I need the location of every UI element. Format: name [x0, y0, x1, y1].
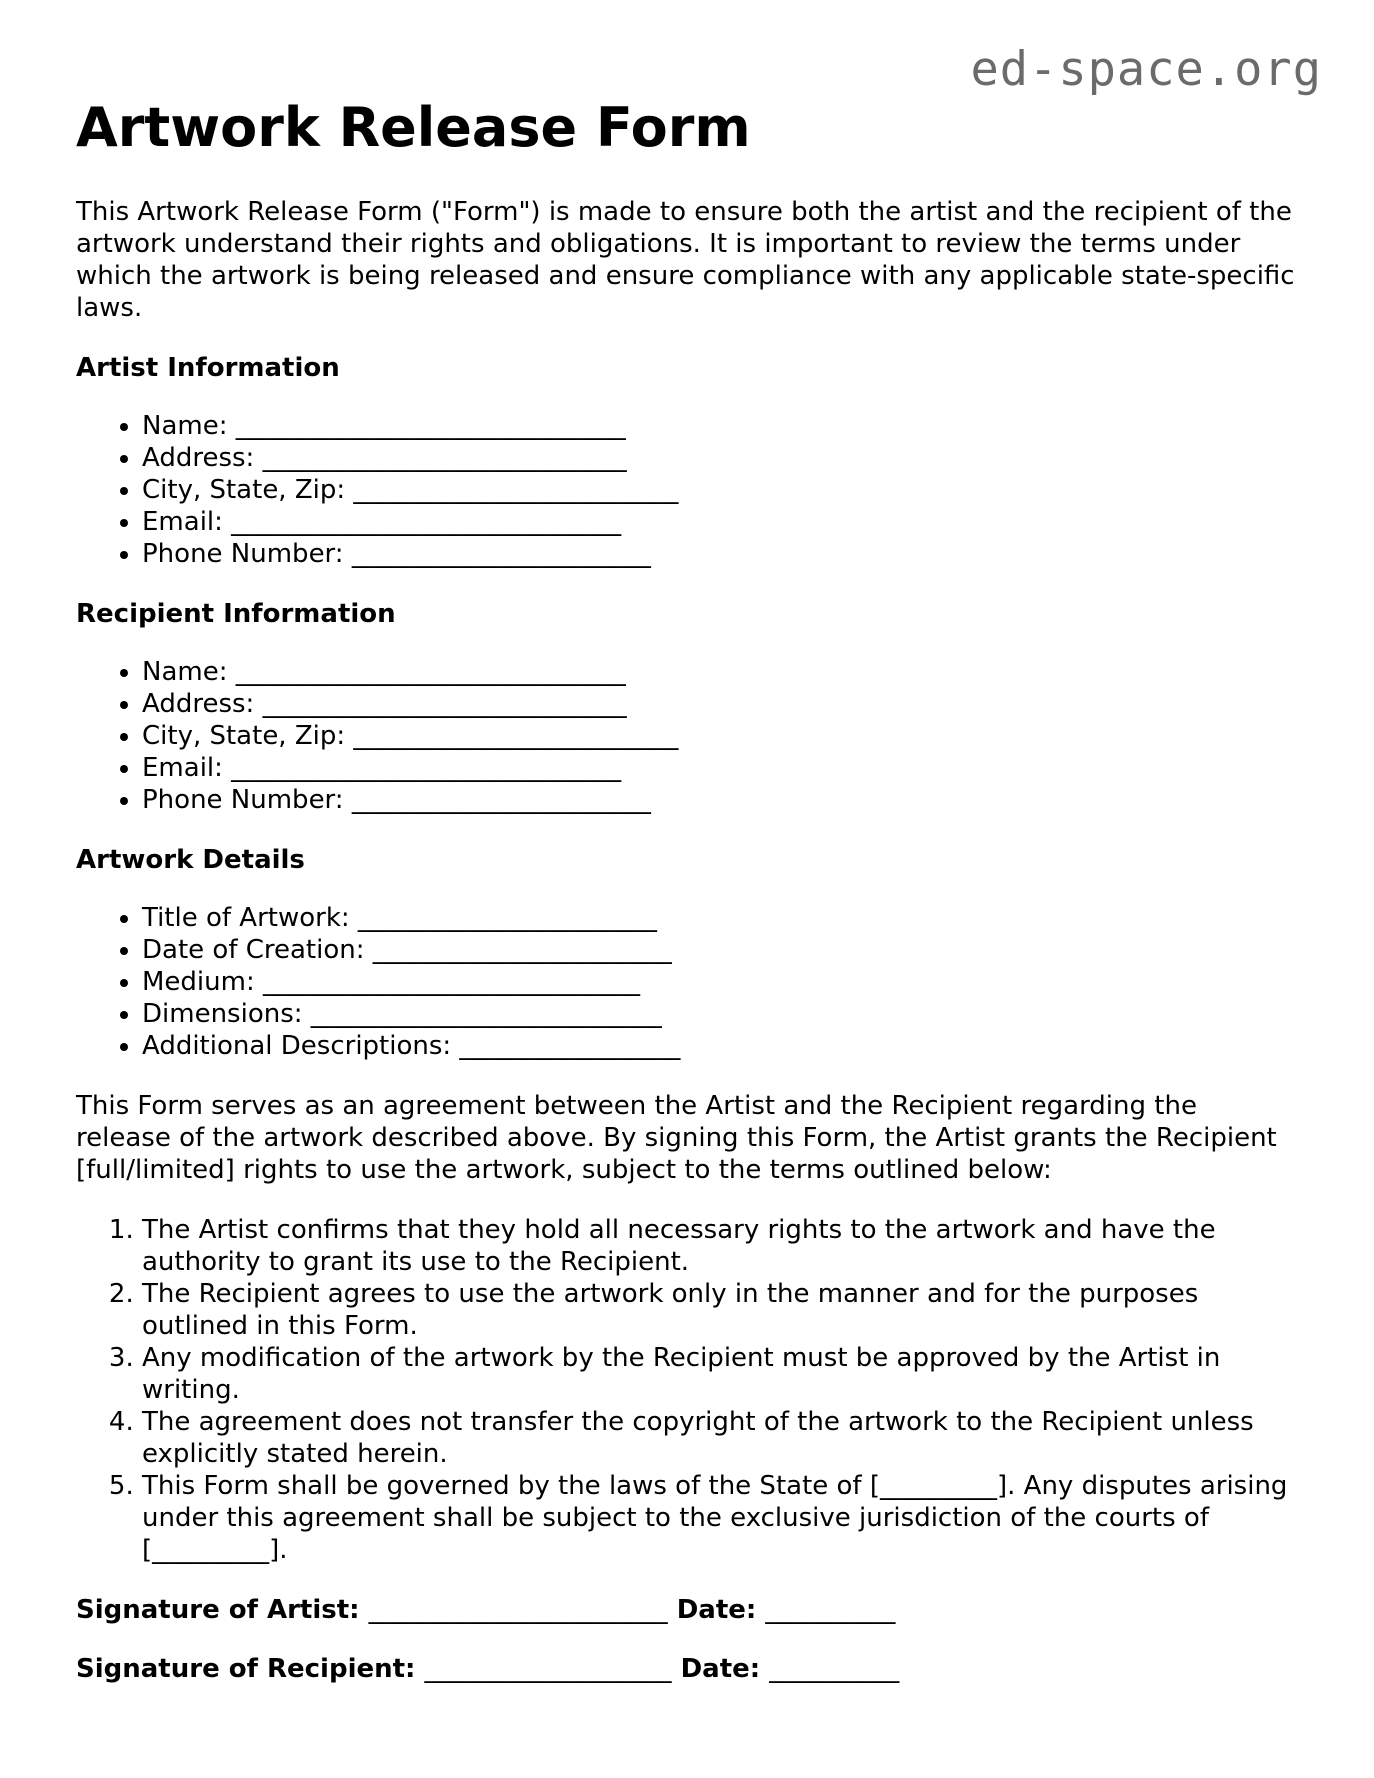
- document-page: [76, 96, 1298, 1712]
- artwork-dimensions-field[interactable]: • Dimensions: ___________________________: [142, 998, 1298, 1030]
- intro-paragraph: This Artwork Release Form ("Form") is made to ensure both the artist and the recipient of the artwork understand their rights and obligations. It is important to review the terms under which the artwork is being released and ensure compliance with any applicable state-specific laws.: [76, 197, 1295, 323]
- term-item: 2. The Recipient agrees to use the artwork only in the manner and for the purposes outlined in this Form.: [142, 1278, 1298, 1342]
- recipient-phone-field[interactable]: • Phone Number: _______________________: [142, 784, 1298, 816]
- recipient-signature-line: [76, 1653, 1298, 1685]
- artwork-details-heading: Artwork Details: [76, 845, 305, 875]
- terms-list: [76, 1214, 1298, 1566]
- recipient-city-state-zip-field[interactable]: • City, State, Zip: _________________________: [142, 720, 1298, 752]
- artist-info-list: [76, 410, 1298, 570]
- artist-signature-label: Signature of Artist:: [76, 1595, 360, 1625]
- recipient-signature-blank[interactable]: ___________________: [424, 1654, 672, 1684]
- artist-signature-blank[interactable]: _______________________: [368, 1595, 668, 1625]
- recipient-info-heading: Recipient Information: [76, 599, 396, 629]
- term-item[interactable]: 5. This Form shall be governed by the laws of the State of [_________]. Any disputes arising under this agreement shall be subject to the exclusive jurisdiction of the courts of [_________].: [142, 1470, 1298, 1566]
- artist-name-field[interactable]: • Name: ______________________________: [142, 410, 1298, 442]
- watermark: ed-space.org: [970, 42, 1322, 97]
- artist-info-heading: Artist Information: [76, 353, 340, 383]
- artist-date-blank[interactable]: __________: [765, 1595, 896, 1625]
- recipient-date-blank[interactable]: __________: [769, 1654, 900, 1684]
- recipient-date-label: Date:: [680, 1654, 761, 1684]
- term-item: 4. The agreement does not transfer the copyright of the artwork to the Recipient unless explicitly stated herein.: [142, 1406, 1298, 1470]
- artist-city-state-zip-field[interactable]: • City, State, Zip: _________________________: [142, 474, 1298, 506]
- artist-email-field[interactable]: • Email: ______________________________: [142, 506, 1298, 538]
- artwork-descriptions-field[interactable]: • Additional Descriptions: _________________: [142, 1030, 1298, 1062]
- artwork-title-field[interactable]: • Title of Artwork: _______________________: [142, 902, 1298, 934]
- artwork-details-list: [76, 902, 1298, 1062]
- term-item: 1. The Artist confirms that they hold all necessary rights to the artwork and have the authority to grant its use to the Recipient.: [142, 1214, 1298, 1278]
- artwork-date-field[interactable]: • Date of Creation: _______________________: [142, 934, 1298, 966]
- recipient-name-field[interactable]: • Name: ______________________________: [142, 656, 1298, 688]
- artist-date-label: Date:: [676, 1595, 757, 1625]
- recipient-address-field[interactable]: • Address: ____________________________: [142, 688, 1298, 720]
- page-title: Artwork Release Form: [76, 96, 751, 159]
- artist-address-field[interactable]: • Address: ____________________________: [142, 442, 1298, 474]
- agreement-paragraph: This Form serves as an agreement between the Artist and the Recipient regarding the release of the artwork described above. By signing this Form, the Artist grants the Recipient [full/limited] rights to use the artwork, subject to the terms outlined below:: [76, 1091, 1277, 1185]
- artwork-medium-field[interactable]: • Medium: _____________________________: [142, 966, 1298, 998]
- term-item: 3. Any modification of the artwork by the Recipient must be approved by the Artist in writing.: [142, 1342, 1298, 1406]
- recipient-info-list: [76, 656, 1298, 816]
- artist-signature-line: [76, 1594, 1298, 1626]
- artist-phone-field[interactable]: • Phone Number: _______________________: [142, 538, 1298, 570]
- recipient-signature-label: Signature of Recipient:: [76, 1654, 416, 1684]
- recipient-email-field[interactable]: • Email: ______________________________: [142, 752, 1298, 784]
